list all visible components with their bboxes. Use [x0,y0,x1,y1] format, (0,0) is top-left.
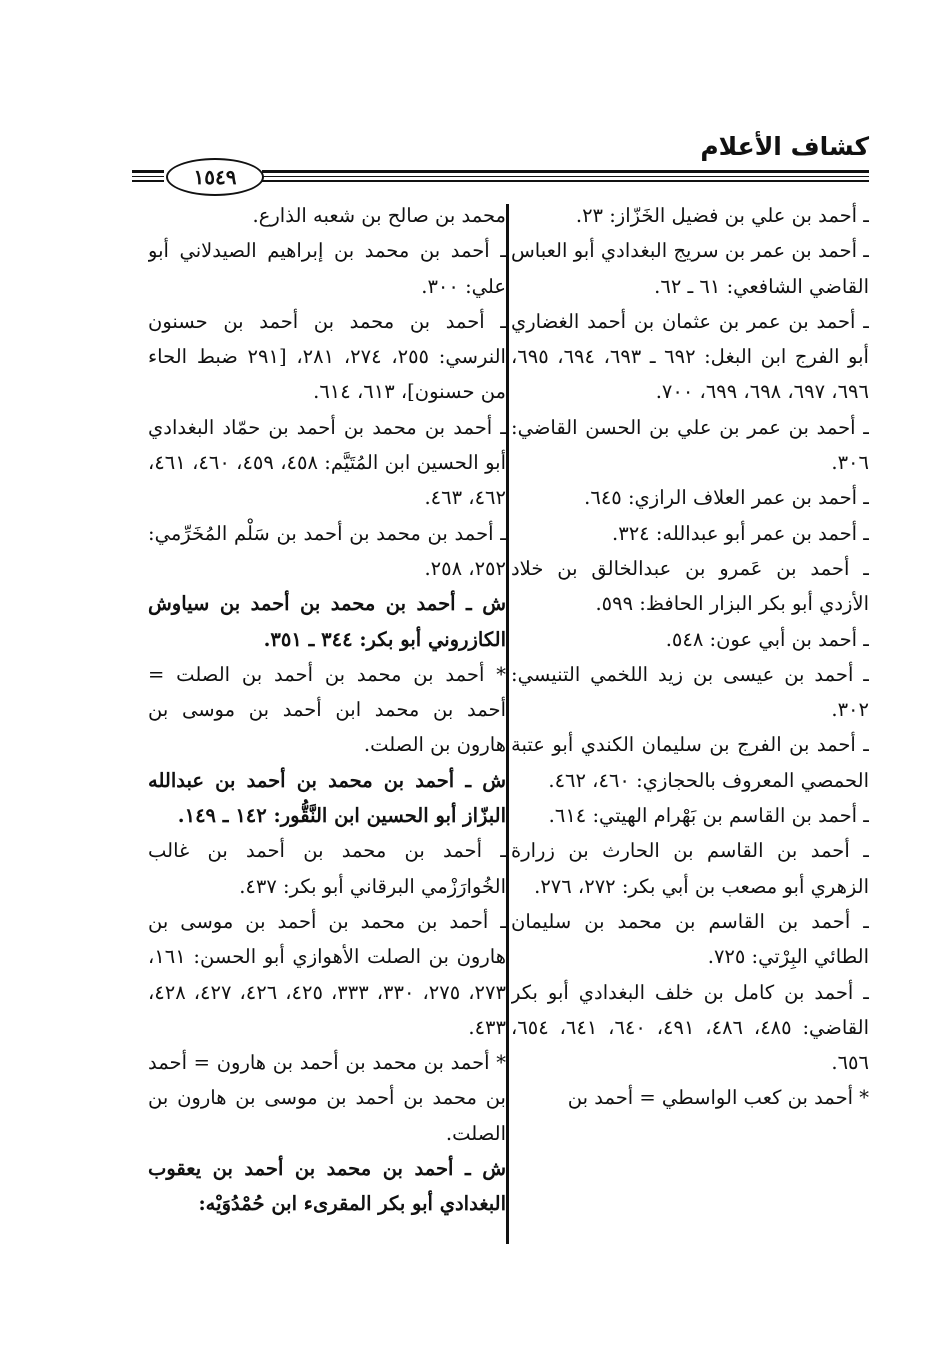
index-entry: ـ أحمد بن عمر بن علي بن الحسن القاضي: ٣٠٦. [511,415,869,475]
index-entry: ـ أحمد بن محمد بن أحمد بن حسنون النرسي: ٢٥٥، ٢٧٤، ٢٨١، [٢٩١ ضبط الحاء من حسنون]، ٦١٣، ٦١٤. [148,309,506,404]
running-title: كشاف الأعلام [700,132,869,161]
index-column-right [511,198,869,1258]
index-entry: ش ـ أحمد بن محمد بن أحمد بن عبدالله البزّاز أبو الحسين ابن النَّقُّور: ١٤٢ ـ ١٤٩. [148,768,506,828]
page-number: ١٥٤٩ [193,165,237,189]
index-entry: ـ أحمد بن عمر بن سريج البغدادي أبو العباس القاضي الشافعي: ٦١ ـ ٦٢. [511,239,869,298]
index-column-left [148,198,506,1258]
index-entry: ـ أحمد بن محمد بن أحمد بن غالب الخُوارَزْمي البرقاني أبو بكر: ٤٣٧. [148,839,506,898]
index-entry: ـ أحمد بن عَمرو بن عبدالخالق بن خلاد الأزدي أبو بكر البزار الحافظ: ٥٩٩. [511,556,869,616]
header-rule-left-3 [132,180,164,182]
index-entry: ش ـ أحمد بن محمد بن أحمد بن يعقوب البغدادي أبو بكر المقرىء ابن حُمْدُوَيْه: [148,1157,506,1216]
header-rule-thin [262,176,869,177]
index-entry: ـ أحمد بن الفرج بن سليمان الكندي أبو عتبة الحمصي المعروف بالحجازي: ٤٦٠، ٤٦٢. [511,733,869,792]
index-entry: ـ أحمد بن محمد بن أحمد بن موسى بن هارون بن الصلت الأهوازي أبو الحسن: ١٦١، ٢٧٣، ٢٧٥، ٣٣٠، ٣٣٣، ٤٢٥، ٤٢٦، ٤٢٧، ٤٢٨، ٤٣٣. [148,909,506,1039]
header-rule-thick-lower [262,180,869,182]
index-entry: ـ أحمد بن علي بن فضيل الخَزّاز: ٢٣. [575,204,869,227]
index-entry: ـ أحمد بن كامل بن خلف البغدادي أبو بكر القاضي: ٤٨٥، ٤٨٦، ٤٩١، ٦٤٠، ٦٤١، ٦٥٤، ٦٥٦. [511,980,869,1075]
index-entry: ـ أحمد بن القاسم بن الحارث بن زرارة الزهري أبو مصعب بن أبي بكر: ٢٧٢، ٢٧٦. [511,839,869,898]
index-entry: ـ أحمد بن القاسم بن بَهْرام الهيتي: ٦١٤. [548,804,869,828]
header-rule-left-1 [132,170,164,173]
index-entry: ـ أحمد بن القاسم بن محمد بن سليمان الطائي البِرْتي: ٧٢٥. [511,909,869,969]
header-rule-left-2 [132,176,164,177]
index-entry: * أحمد بن محمد بن أحمد بن الصلت = أحمد بن محمد ابن أحمد بن موسى بن هارون بن الصلت. [148,662,506,757]
header-rule-thick [262,170,869,173]
index-entry: ش ـ أحمد بن محمد بن أحمد بن سياوش الكازروني أبو بكر: ٣٤٤ ـ ٣٥١. [148,592,506,651]
index-entry: ـ أحمد بن محمد بن إبراهيم الصيدلاني أبو علي: ٣٠٠. [148,239,506,298]
index-entry: * أحمد بن محمد بن أحمد بن هارون = أحمد بن محمد بن أحمد بن موسى بن هارون بن الصلت. [148,1051,506,1145]
column-divider [506,204,509,1244]
index-entry: ـ أحمد بن أبي عون: ٥٤٨. [665,627,869,651]
index-entry: ـ أحمد بن عمر بن عثمان بن أحمد الغضاري أبو الفرج ابن البغل: ٦٩٢ ـ ٦٩٣، ٦٩٤، ٦٩٥، ٦٩٦، ٦٩٧، ٦٩٨، ٦٩٩، ٧٠٠. [511,309,869,404]
index-entry: * أحمد بن كعب الواسطي = أحمد بن [567,1086,869,1110]
index-entry: ـ أحمد بن محمد بن أحمد بن حمّاد البغدادي أبو الحسين ابن المُتَيَّم: ٤٥٨، ٤٥٩، ٤٦٠، ٤٦١، ٤٦٢، ٤٦٣. [148,415,506,510]
page-number-badge [166,158,264,196]
index-entry: محمد بن صالح بن شعبه الذارع. [252,204,506,227]
index-entry: ـ أحمد بن عمر العلاف الرازي: ٦٤٥. [584,486,869,510]
index-entry: ـ أحمد بن عيسى بن زيد اللخمي التنيسي: ٣٠٢. [511,662,869,722]
index-entry: ـ أحمد بن عمر أبو عبدالله: ٣٢٤. [612,521,869,545]
index-entry: ـ أحمد بن محمد بن أحمد بن سَلْم المُخَرِّمي: ٢٥٢، ٢٥٨. [148,521,506,580]
